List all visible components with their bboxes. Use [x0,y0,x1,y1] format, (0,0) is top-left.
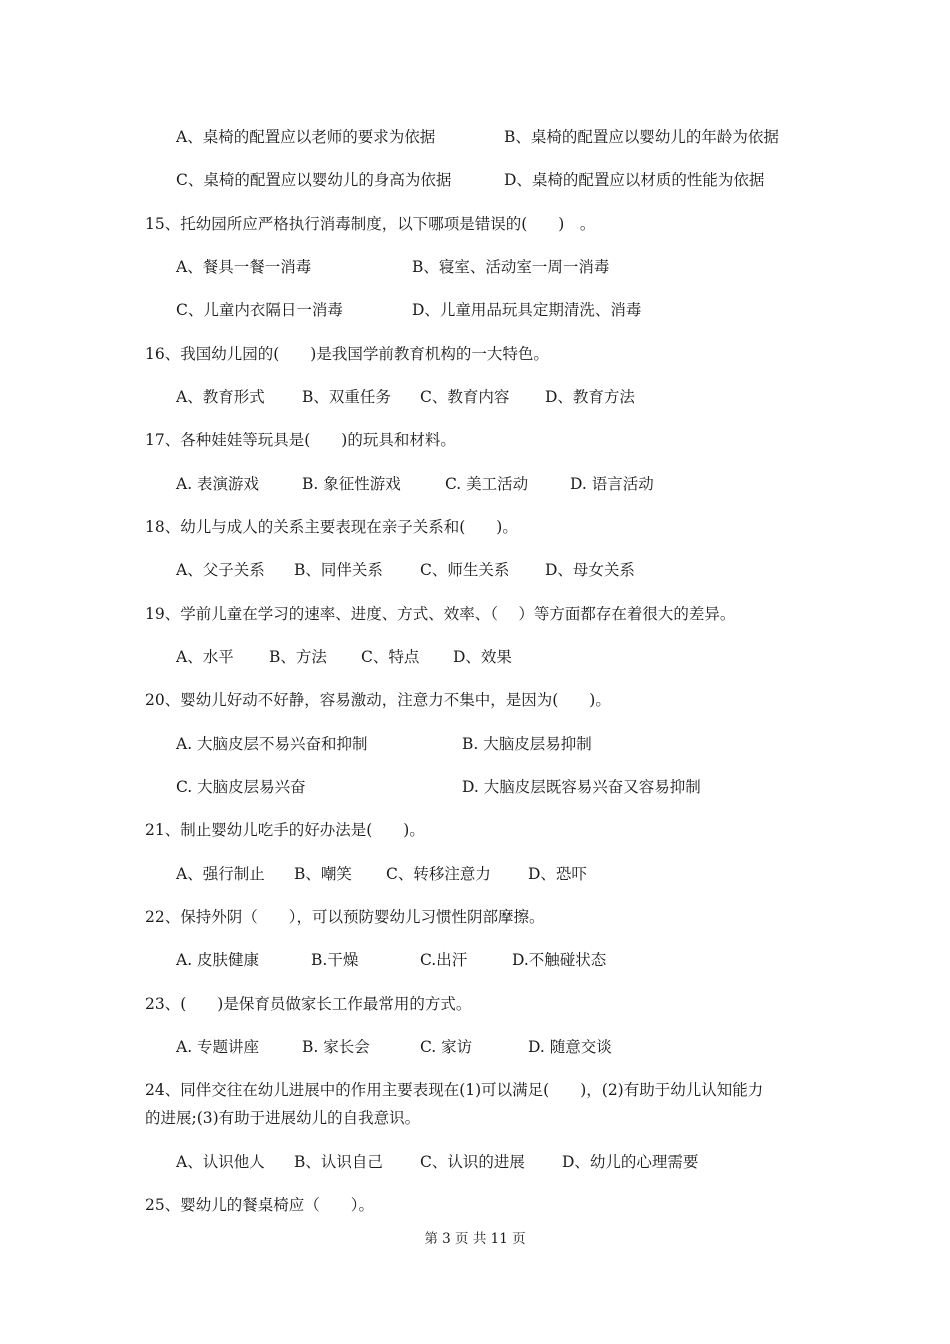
option-d: D. 语言活动 [570,475,654,493]
option-c: C. 大脑皮层易兴奋 [176,778,306,796]
question-17-stem: 17、各种娃娃等玩具是( )的玩具和材料。 [145,431,456,449]
option-d: D. 随意交谈 [528,1038,612,1056]
option-a: A、餐具一餐一消毒 [176,258,312,276]
option-d: D、幼儿的心理需要 [562,1153,699,1171]
question-23-stem: 23、( )是保育员做家长工作最常用的方式。 [145,995,472,1013]
option-c: C.出汗 [420,951,468,969]
question-25-stem: 25、婴幼儿的餐桌椅应（ ）。 [145,1196,374,1214]
question-16-stem: 16、我国幼儿园的( )是我国学前教育机构的一大特色。 [145,345,549,363]
option-b: B、方法 [269,648,327,666]
option-a: A. 大脑皮层不易兴奋和抑制 [176,735,368,753]
option-c: C、特点 [361,648,420,666]
question-18-stem: 18、幼儿与成人的关系主要表现在亲子关系和( )。 [145,518,518,536]
option-b: B. 大脑皮层易抑制 [462,735,592,753]
option-b: B、桌椅的配置应以婴幼儿的年龄为依据 [504,128,779,146]
option-c: C. 家访 [420,1038,473,1056]
option-d: D、恐吓 [528,865,587,883]
page-footer: 第 3 页 共 11 页 [424,1231,526,1247]
option-c: C、桌椅的配置应以婴幼儿的身高为依据 [176,171,452,189]
option-b: B. 象征性游戏 [302,475,401,493]
option-d: D、桌椅的配置应以材质的性能为依据 [504,171,765,189]
question-22-stem: 22、保持外阴（ ），可以预防婴幼儿习惯性阴部摩擦。 [145,908,545,926]
option-a: A. 表演游戏 [176,475,260,493]
option-a: A. 专题讲座 [176,1038,260,1056]
option-d: D、母女关系 [545,561,635,579]
option-b: B、同伴关系 [294,561,383,579]
option-b: B、双重任务 [302,388,391,406]
option-a: A. 皮肤健康 [176,951,260,969]
option-c: C、认识的进展 [420,1153,525,1171]
option-c: C、儿童内衣隔日一消毒 [176,301,343,319]
option-a: A、认识他人 [176,1153,265,1171]
option-c: C、转移注意力 [386,865,491,883]
question-21-stem: 21、制止婴幼儿吃手的好办法是( )。 [145,821,425,839]
option-b: B、寝室、活动室一周一消毒 [412,258,610,276]
question-24-stem-line-1: 24、同伴交往在幼儿进展中的作用主要表现在(1)可以满足( )，(2)有助于幼儿认知能力 [145,1081,764,1099]
option-a: A、教育形式 [176,388,265,406]
option-b: B.干燥 [311,951,359,969]
question-24-stem-line-2: 的进展;(3)有助于进展幼儿的自我意识。 [145,1109,421,1127]
option-d: D、儿童用品玩具定期清洗、消毒 [412,301,642,319]
option-a: A、水平 [176,648,234,666]
option-a: A、父子关系 [176,561,265,579]
question-15-stem: 15、托幼园所应严格执行消毒制度，以下哪项是错误的( ) 。 [145,215,596,233]
option-b: B、嘲笑 [294,865,352,883]
option-d: D. 大脑皮层既容易兴奋又容易抑制 [462,778,701,796]
option-c: C、教育内容 [420,388,510,406]
option-d: D、效果 [453,648,512,666]
option-b: B、认识自己 [294,1153,383,1171]
option-a: A、桌椅的配置应以老师的要求为依据 [176,128,436,146]
option-c: C. 美工活动 [445,475,529,493]
question-20-stem: 20、婴幼儿好动不好静，容易激动，注意力不集中，是因为( )。 [145,691,611,709]
question-19-stem: 19、学前儿童在学习的速率、进度、方式、效率、（ ）等方面都存在着很大的差异。 [145,605,736,623]
option-d: D、教育方法 [545,388,635,406]
option-a: A、强行制止 [176,865,265,883]
option-b: B. 家长会 [302,1038,370,1056]
option-c: C、师生关系 [420,561,510,579]
option-d: D.不触碰状态 [512,951,607,969]
